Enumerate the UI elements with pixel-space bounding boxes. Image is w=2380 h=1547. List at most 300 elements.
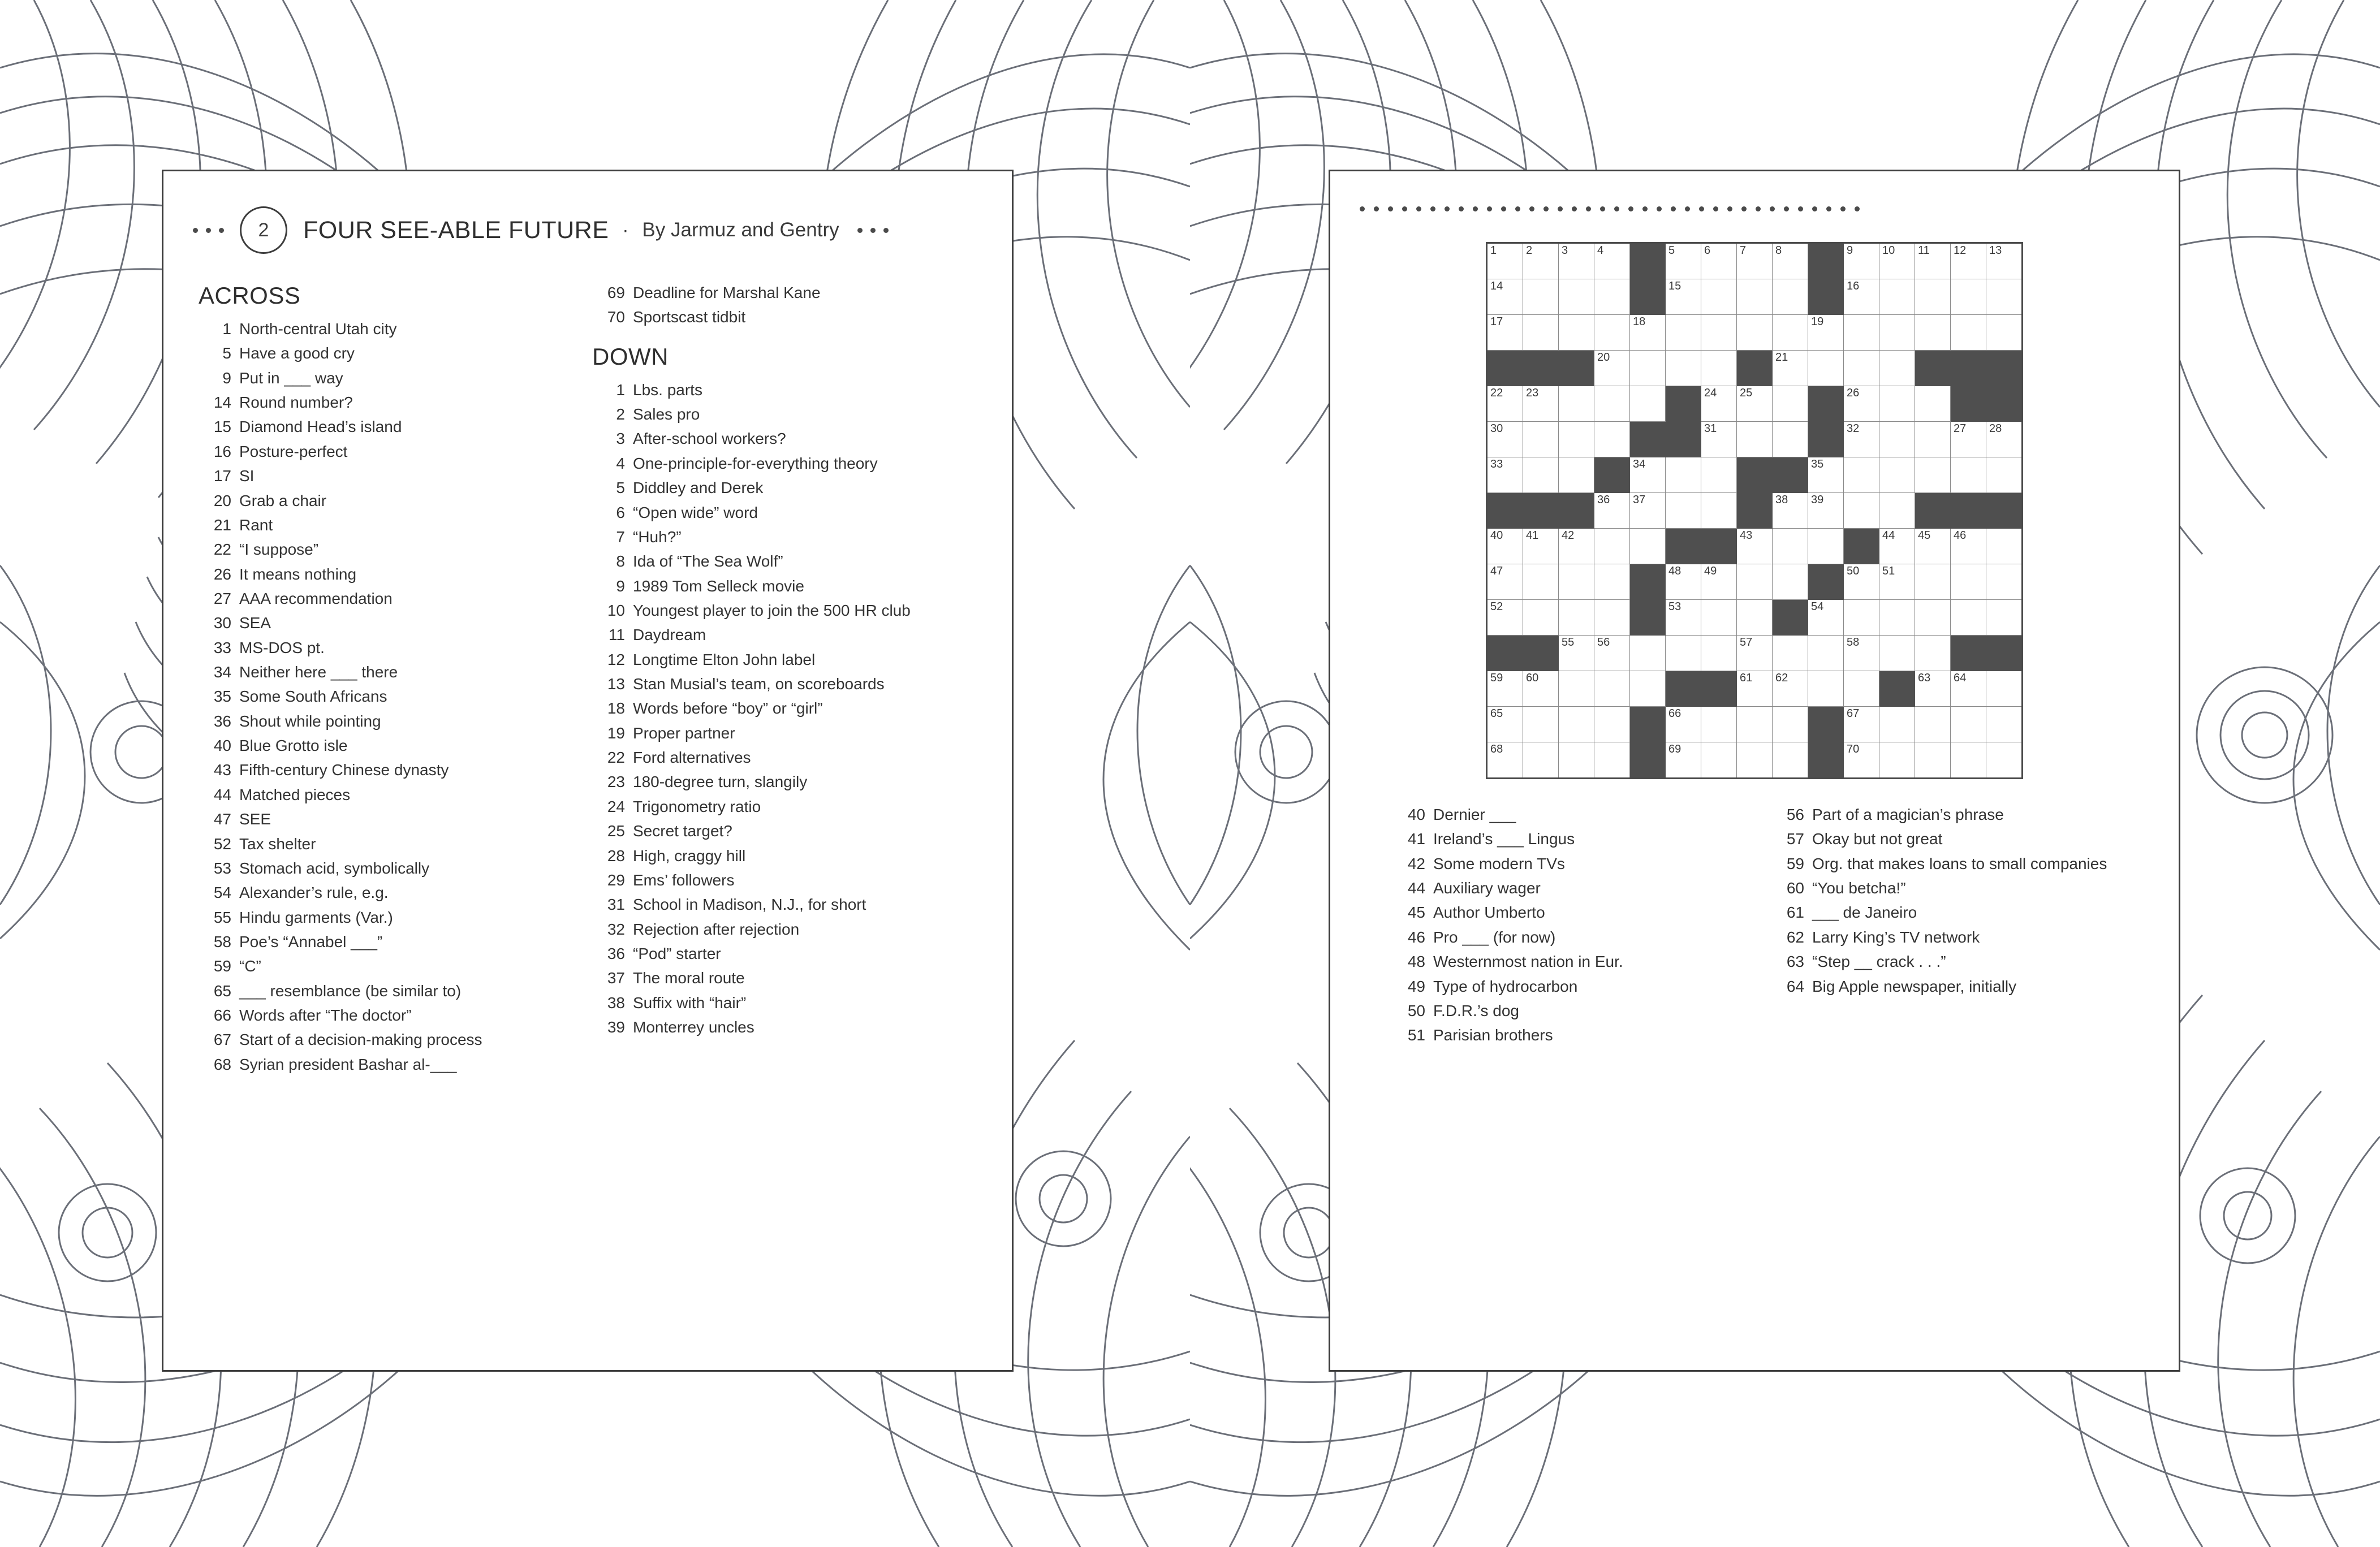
- grid-cell[interactable]: [1773, 422, 1808, 457]
- grid-cell-number: 26: [1847, 387, 1860, 399]
- decorative-dot: [1388, 206, 1393, 211]
- grid-cell[interactable]: [1844, 493, 1879, 529]
- grid-cell[interactable]: [1559, 707, 1594, 742]
- grid-cell[interactable]: [1986, 742, 2023, 779]
- across-clue-list: [199, 318, 560, 1075]
- clue-item: [592, 919, 954, 940]
- grid-cell[interactable]: [1844, 386, 1879, 422]
- grid-cell[interactable]: [1737, 564, 1773, 600]
- grid-cell[interactable]: [1559, 671, 1594, 707]
- grid-cell[interactable]: [1666, 243, 1701, 279]
- grid-block-cell: [1737, 493, 1773, 529]
- grid-block-cell: [1879, 671, 1915, 707]
- clue-text: Words after “The doctor”: [239, 1006, 412, 1025]
- clue-text: The moral route: [633, 969, 745, 987]
- grid-block-cell: [1986, 493, 2023, 529]
- grid-cell[interactable]: [1559, 422, 1594, 457]
- grid-cell[interactable]: [1844, 243, 1879, 279]
- clue-text: Ireland’s ___ Lingus: [1433, 830, 1575, 848]
- grid-cell[interactable]: [1986, 243, 2023, 279]
- grid-cell[interactable]: [1773, 636, 1808, 671]
- grid-cell[interactable]: [1594, 707, 1630, 742]
- grid-cell[interactable]: [1879, 636, 1915, 671]
- clue-number: 33: [213, 638, 231, 656]
- grid-cell[interactable]: [1915, 671, 1951, 707]
- clue-item: [199, 392, 560, 413]
- grid-cell[interactable]: [1808, 493, 1844, 529]
- grid-cell[interactable]: [1986, 457, 2023, 493]
- grid-cell[interactable]: [1487, 386, 1523, 422]
- clue-number: 41: [1407, 830, 1425, 848]
- grid-cell[interactable]: [1951, 529, 1986, 564]
- clue-text: Suffix with “hair”: [633, 993, 747, 1012]
- grid-cell[interactable]: [1915, 707, 1951, 742]
- grid-cell[interactable]: [1523, 315, 1559, 351]
- grid-cell[interactable]: [1915, 422, 1951, 457]
- grid-cell[interactable]: [1915, 457, 1951, 493]
- grid-cell[interactable]: [1630, 529, 1666, 564]
- grid-cell[interactable]: [1808, 315, 1844, 351]
- grid-cell[interactable]: [1915, 315, 1951, 351]
- grid-cell[interactable]: [1523, 457, 1559, 493]
- clue-number: 32: [607, 920, 625, 938]
- grid-cell[interactable]: [1915, 243, 1951, 279]
- grid-cell[interactable]: [1594, 386, 1630, 422]
- clue-item: [592, 306, 954, 328]
- grid-cell[interactable]: [1879, 564, 1915, 600]
- grid-block-cell: [1666, 671, 1701, 707]
- clue-number: 27: [213, 589, 231, 607]
- grid-cell[interactable]: [1559, 742, 1594, 779]
- grid-cell-number: 66: [1668, 707, 1681, 720]
- grid-cell[interactable]: [1666, 351, 1701, 386]
- byline: By Jarmuz and Gentry: [642, 219, 839, 241]
- grid-cell[interactable]: [1559, 315, 1594, 351]
- clue-item: [199, 907, 560, 928]
- grid-cell[interactable]: [1951, 457, 1986, 493]
- grid-cell[interactable]: [1666, 707, 1701, 742]
- grid-cell[interactable]: [1879, 315, 1915, 351]
- clue-number: 9: [222, 369, 231, 387]
- grid-cell[interactable]: [1986, 529, 2023, 564]
- grid-cell[interactable]: [1915, 564, 1951, 600]
- grid-cell[interactable]: [1773, 671, 1808, 707]
- grid-cell[interactable]: [1879, 279, 1915, 315]
- grid-cell-number: 62: [1775, 672, 1788, 684]
- grid-cell[interactable]: [1701, 422, 1737, 457]
- decorative-dot: [1515, 206, 1520, 211]
- grid-cell[interactable]: [1666, 564, 1701, 600]
- clue-item: [592, 600, 954, 621]
- grid-cell[interactable]: [1737, 243, 1773, 279]
- grid-cell[interactable]: [1594, 243, 1630, 279]
- grid-cell[interactable]: [1951, 600, 1986, 636]
- grid-cell[interactable]: [1594, 493, 1630, 529]
- grid-cell[interactable]: [1523, 564, 1559, 600]
- grid-cell[interactable]: [1559, 457, 1594, 493]
- grid-cell[interactable]: [1594, 600, 1630, 636]
- grid-block-cell: [1630, 564, 1666, 600]
- grid-cell-number: 23: [1526, 387, 1539, 399]
- grid-block-cell: [1594, 457, 1630, 493]
- grid-cell[interactable]: [1523, 529, 1559, 564]
- grid-cell[interactable]: [1773, 742, 1808, 779]
- clue-text: Part of a magician’s phrase: [1812, 806, 2004, 823]
- grid-cell[interactable]: [1701, 315, 1737, 351]
- grid-cell[interactable]: [1630, 315, 1666, 351]
- grid-cell[interactable]: [1844, 636, 1879, 671]
- clue-text: Pro ___ (for now): [1433, 928, 1556, 946]
- grid-block-cell: [1487, 493, 1523, 529]
- title-separator: ·: [622, 219, 629, 240]
- clue-item: [1392, 1000, 1732, 1022]
- grid-cell[interactable]: [1487, 457, 1523, 493]
- grid-cell-number: 14: [1490, 280, 1503, 292]
- decorative-dot: [1741, 206, 1747, 211]
- clue-number: 7: [616, 528, 625, 546]
- clue-number: 51: [1407, 1026, 1425, 1044]
- grid-row: [1487, 493, 2023, 529]
- grid-cell[interactable]: [1701, 457, 1737, 493]
- grid-cell[interactable]: [1666, 315, 1701, 351]
- clue-item: [199, 858, 560, 879]
- grid-cell[interactable]: [1737, 315, 1773, 351]
- grid-cell[interactable]: [1594, 529, 1630, 564]
- down-continued-right-column: [1771, 804, 2111, 1049]
- decorative-dot: [1459, 206, 1464, 211]
- grid-cell[interactable]: [1701, 351, 1737, 386]
- grid-cell[interactable]: [1666, 742, 1701, 779]
- clue-text: High, craggy hill: [633, 846, 746, 865]
- grid-row: [1487, 636, 2023, 671]
- grid-row: [1487, 671, 2023, 707]
- crossword-grid[interactable]: [1486, 242, 2023, 779]
- grid-cell[interactable]: [1737, 671, 1773, 707]
- grid-cell[interactable]: [1737, 386, 1773, 422]
- clue-item: [199, 612, 560, 634]
- grid-cell[interactable]: [1630, 351, 1666, 386]
- grid-cell[interactable]: [1487, 315, 1523, 351]
- grid-cell[interactable]: [1808, 351, 1844, 386]
- grid-cell[interactable]: [1879, 351, 1915, 386]
- clue-text: Some modern TVs: [1433, 854, 1565, 872]
- grid-cell[interactable]: [1666, 636, 1701, 671]
- grid-cell[interactable]: [1844, 671, 1879, 707]
- clue-text: School in Madison, N.J., for short: [633, 896, 866, 914]
- decorative-dot: [1798, 206, 1803, 211]
- grid-cell[interactable]: [1986, 600, 2023, 636]
- clue-item: [1392, 804, 1732, 826]
- grid-cell[interactable]: [1630, 493, 1666, 529]
- clue-text: One-principle-for-everything theory: [633, 454, 878, 472]
- grid-cell[interactable]: [1986, 422, 2023, 457]
- grid-cell[interactable]: [1523, 386, 1559, 422]
- clue-item: [592, 649, 954, 671]
- grid-cell[interactable]: [1737, 600, 1773, 636]
- grid-cell[interactable]: [1808, 457, 1844, 493]
- grid-cell-number: 18: [1633, 316, 1646, 328]
- grid-cell-number: 67: [1847, 707, 1860, 720]
- grid-cell[interactable]: [1844, 564, 1879, 600]
- clue-item: [199, 784, 560, 806]
- grid-cell[interactable]: [1844, 279, 1879, 315]
- grid-cell-number: 13: [1989, 244, 2002, 257]
- grid-cell[interactable]: [1844, 457, 1879, 493]
- grid-cell[interactable]: [1986, 315, 2023, 351]
- grid-block-cell: [1915, 351, 1951, 386]
- grid-row: [1487, 386, 2023, 422]
- decorative-dot: [1374, 206, 1379, 211]
- clue-text: Put in ___ way: [239, 369, 343, 387]
- grid-cell[interactable]: [1951, 564, 1986, 600]
- grid-cell-number: 11: [1918, 244, 1930, 257]
- grid-cell[interactable]: [1986, 279, 2023, 315]
- grid-cell-number: 30: [1490, 422, 1503, 435]
- clue-number: 47: [213, 810, 231, 828]
- grid-cell[interactable]: [1559, 529, 1594, 564]
- grid-cell[interactable]: [1773, 351, 1808, 386]
- decorative-dot: [1784, 206, 1789, 211]
- grid-cell[interactable]: [1594, 564, 1630, 600]
- decorative-dot: [1614, 206, 1619, 211]
- grid-cell[interactable]: [1594, 742, 1630, 779]
- grid-cell[interactable]: [1879, 386, 1915, 422]
- grid-cell[interactable]: [1808, 529, 1844, 564]
- grid-cell[interactable]: [1701, 707, 1737, 742]
- grid-block-cell: [1523, 351, 1559, 386]
- grid-cell[interactable]: [1737, 742, 1773, 779]
- grid-cell[interactable]: [1773, 564, 1808, 600]
- clue-text: Big Apple newspaper, initially: [1812, 977, 2017, 995]
- grid-cell[interactable]: [1559, 600, 1594, 636]
- clue-text: Sportscast tidbit: [633, 308, 746, 326]
- clue-number: 14: [213, 394, 231, 412]
- grid-cell-number: 35: [1811, 458, 1824, 470]
- grid-cell[interactable]: [1487, 243, 1523, 279]
- grid-cell[interactable]: [1666, 457, 1701, 493]
- left-content-card: [162, 170, 1014, 1372]
- grid-block-cell: [1559, 351, 1594, 386]
- grid-cell[interactable]: [1808, 671, 1844, 707]
- grid-cell[interactable]: [1915, 600, 1951, 636]
- grid-cell[interactable]: [1630, 671, 1666, 707]
- grid-cell[interactable]: [1737, 529, 1773, 564]
- grid-cell-number: 24: [1704, 387, 1717, 399]
- clue-text: SEE: [239, 810, 271, 828]
- grid-cell[interactable]: [1951, 707, 1986, 742]
- clue-number: 55: [213, 908, 231, 926]
- grid-cell[interactable]: [1559, 279, 1594, 315]
- grid-cell[interactable]: [1808, 636, 1844, 671]
- clue-number: 50: [1407, 1001, 1425, 1019]
- grid-cell[interactable]: [1773, 707, 1808, 742]
- grid-cell[interactable]: [1523, 422, 1559, 457]
- grid-cell[interactable]: [1630, 386, 1666, 422]
- grid-cell-number: 56: [1597, 636, 1610, 649]
- grid-cell[interactable]: [1879, 742, 1915, 779]
- grid-cell[interactable]: [1951, 279, 1986, 315]
- grid-cell[interactable]: [1879, 422, 1915, 457]
- grid-cell[interactable]: [1951, 422, 1986, 457]
- grid-cell-number: 40: [1490, 529, 1503, 542]
- grid-cell[interactable]: [1701, 386, 1737, 422]
- clue-number: 38: [607, 993, 625, 1012]
- grid-cell-number: 1: [1490, 244, 1497, 257]
- clue-number: 5: [616, 479, 625, 497]
- grid-cell[interactable]: [1773, 279, 1808, 315]
- grid-cell[interactable]: [1701, 279, 1737, 315]
- grid-cell[interactable]: [1559, 564, 1594, 600]
- grid-cell[interactable]: [1487, 529, 1523, 564]
- clue-number: 4: [616, 454, 625, 472]
- grid-cell-number: 69: [1668, 743, 1681, 755]
- grid-cell[interactable]: [1630, 457, 1666, 493]
- grid-cell[interactable]: [1523, 600, 1559, 636]
- grid-cell[interactable]: [1915, 529, 1951, 564]
- grid-cell[interactable]: [1559, 243, 1594, 279]
- clue-number: 53: [213, 859, 231, 877]
- grid-cell[interactable]: [1844, 742, 1879, 779]
- grid-cell-number: 58: [1847, 636, 1860, 649]
- grid-cell[interactable]: [1773, 386, 1808, 422]
- grid-cell[interactable]: [1523, 243, 1559, 279]
- grid-cell[interactable]: [1630, 636, 1666, 671]
- grid-cell[interactable]: [1666, 600, 1701, 636]
- grid-cell[interactable]: [1844, 707, 1879, 742]
- grid-cell[interactable]: [1487, 564, 1523, 600]
- grid-cell[interactable]: [1737, 707, 1773, 742]
- clue-text: Shout while pointing: [239, 712, 381, 730]
- grid-cell[interactable]: [1879, 707, 1915, 742]
- grid-cell[interactable]: [1487, 279, 1523, 315]
- grid-cell[interactable]: [1487, 600, 1523, 636]
- grid-cell[interactable]: [1773, 529, 1808, 564]
- clue-number: 39: [607, 1018, 625, 1036]
- clue-number: 69: [607, 284, 625, 301]
- grid-cell[interactable]: [1701, 564, 1737, 600]
- clue-text: Longtime Elton John label: [633, 650, 816, 668]
- clue-text: Grab a chair: [239, 491, 327, 509]
- grid-cell[interactable]: [1559, 636, 1594, 671]
- grid-cell[interactable]: [1879, 243, 1915, 279]
- clue-item: [199, 441, 560, 463]
- grid-block-cell: [1915, 493, 1951, 529]
- grid-cell-number: 59: [1490, 672, 1503, 684]
- grid-cell-number: 2: [1526, 244, 1533, 257]
- grid-cell[interactable]: [1523, 707, 1559, 742]
- grid-cell[interactable]: [1986, 564, 2023, 600]
- grid-cell[interactable]: [1487, 707, 1523, 742]
- grid-cell[interactable]: [1594, 422, 1630, 457]
- grid-cell[interactable]: [1523, 671, 1559, 707]
- grid-block-cell: [1666, 386, 1701, 422]
- grid-cell[interactable]: [1487, 671, 1523, 707]
- grid-row: [1487, 600, 2023, 636]
- decorative-dot: [1770, 206, 1775, 211]
- grid-cell[interactable]: [1701, 636, 1737, 671]
- grid-cell[interactable]: [1666, 279, 1701, 315]
- grid-cell[interactable]: [1523, 742, 1559, 779]
- grid-cell[interactable]: [1915, 386, 1951, 422]
- clue-number: 11: [608, 626, 625, 644]
- grid-cell[interactable]: [1666, 493, 1701, 529]
- grid-cell[interactable]: [1844, 351, 1879, 386]
- clue-item: [1392, 1025, 1732, 1046]
- grid-cell[interactable]: [1773, 315, 1808, 351]
- grid-cell[interactable]: [1808, 600, 1844, 636]
- down-continued-left-column: [1392, 804, 1732, 1049]
- grid-cell[interactable]: [1844, 315, 1879, 351]
- grid-cell[interactable]: [1915, 742, 1951, 779]
- grid-cell[interactable]: [1879, 529, 1915, 564]
- grid-cell-number: 4: [1597, 244, 1604, 257]
- grid-cell[interactable]: [1951, 671, 1986, 707]
- grid-cell[interactable]: [1844, 600, 1879, 636]
- grid-cell[interactable]: [1844, 422, 1879, 457]
- clue-number: 30: [213, 614, 231, 632]
- clue-item: [1392, 927, 1732, 948]
- decorative-dot: [219, 228, 224, 233]
- clue-text: SI: [239, 467, 255, 485]
- grid-cell[interactable]: [1737, 422, 1773, 457]
- grid-cell[interactable]: [1951, 243, 1986, 279]
- grid-cell[interactable]: [1701, 600, 1737, 636]
- grid-cell[interactable]: [1951, 742, 1986, 779]
- grid-cell[interactable]: [1701, 742, 1737, 779]
- decorative-dot: [206, 228, 211, 233]
- grid-cell[interactable]: [1737, 636, 1773, 671]
- grid-cell[interactable]: [1594, 315, 1630, 351]
- grid-cell[interactable]: [1951, 315, 1986, 351]
- grid-cell[interactable]: [1487, 422, 1523, 457]
- grid-cell[interactable]: [1773, 493, 1808, 529]
- grid-cell[interactable]: [1879, 457, 1915, 493]
- grid-cell[interactable]: [1773, 243, 1808, 279]
- grid-cell[interactable]: [1879, 600, 1915, 636]
- decorative-dot: [1756, 206, 1761, 211]
- clue-item: [592, 820, 954, 842]
- grid-cell[interactable]: [1986, 707, 2023, 742]
- clue-number: 70: [607, 308, 625, 326]
- across-column: [199, 282, 560, 1078]
- grid-cell[interactable]: [1915, 636, 1951, 671]
- grid-cell-number: 60: [1526, 672, 1539, 684]
- grid-cell[interactable]: [1523, 279, 1559, 315]
- grid-cell[interactable]: [1986, 671, 2023, 707]
- grid-cell[interactable]: [1915, 279, 1951, 315]
- grid-cell[interactable]: [1594, 636, 1630, 671]
- grid-cell[interactable]: [1701, 243, 1737, 279]
- grid-cell[interactable]: [1594, 279, 1630, 315]
- grid-cell[interactable]: [1701, 493, 1737, 529]
- decorative-dot: [1699, 206, 1704, 211]
- grid-cell[interactable]: [1879, 493, 1915, 529]
- decorative-dot: [1558, 206, 1563, 211]
- grid-cell[interactable]: [1559, 386, 1594, 422]
- clue-number: 60: [1786, 879, 1804, 897]
- grid-cell[interactable]: [1487, 742, 1523, 779]
- grid-block-cell: [1951, 636, 1986, 671]
- grid-cell[interactable]: [1737, 279, 1773, 315]
- grid-cell[interactable]: [1594, 351, 1630, 386]
- down-continued-left-list: [1392, 804, 1732, 1047]
- clue-number: 21: [213, 516, 231, 534]
- clue-item: [1392, 853, 1732, 875]
- grid-cell[interactable]: [1594, 671, 1630, 707]
- clue-number: 34: [213, 663, 231, 681]
- grid-cell-number: 28: [1989, 422, 2002, 435]
- clue-item: [199, 318, 560, 340]
